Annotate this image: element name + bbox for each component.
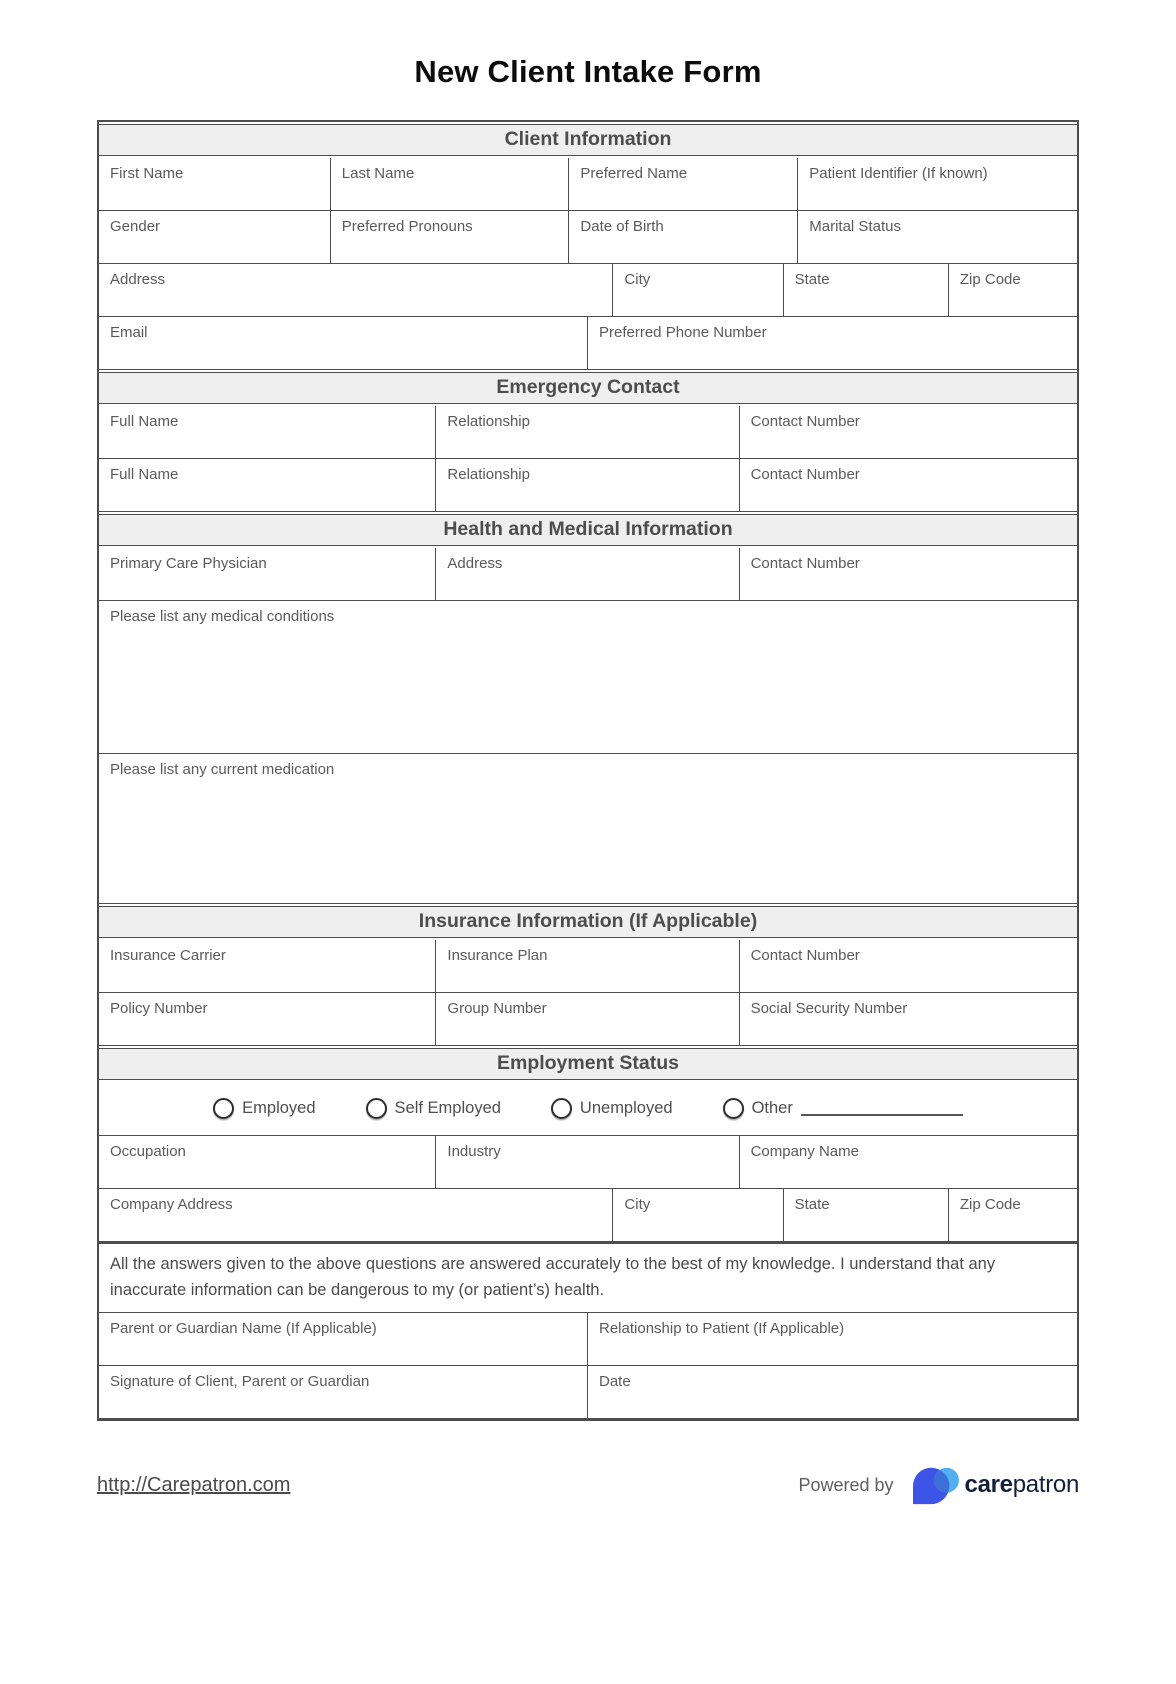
radio-self-employed-icon[interactable] xyxy=(366,1098,387,1119)
field-preferred-name[interactable]: Preferred Name xyxy=(569,158,798,210)
field-preferred-pronouns[interactable]: Preferred Pronouns xyxy=(331,211,570,263)
section-header-health-medical: Health and Medical Information xyxy=(99,514,1077,546)
brand-care: care xyxy=(964,1471,1013,1499)
radio-group-unemployed[interactable] xyxy=(551,1098,673,1119)
field-email[interactable]: Email xyxy=(99,317,588,369)
client-info-row-4 xyxy=(99,317,1077,370)
field-address[interactable]: Address xyxy=(99,264,613,316)
field-physician-contact-number[interactable]: Contact Number xyxy=(750,555,860,572)
section-header-emergency-contact: Emergency Contact xyxy=(99,372,1077,404)
carepatron-link[interactable]: http://Carepatron.com xyxy=(97,1473,291,1496)
field-company-city[interactable]: City xyxy=(613,1189,783,1241)
field-state[interactable]: State xyxy=(784,264,949,316)
employment-row-2 xyxy=(99,1189,1077,1242)
field-last-name[interactable]: Last Name xyxy=(331,158,570,210)
field-patient-identifier[interactable]: Patient Identifier (If known) xyxy=(809,165,988,182)
powered-by-group xyxy=(798,1463,1079,1507)
field-emergency-full-name-2[interactable]: Full Name xyxy=(99,459,436,511)
radio-unemployed-icon[interactable] xyxy=(551,1098,572,1119)
field-first-name[interactable]: First Name xyxy=(99,158,331,210)
brand-patron: patron xyxy=(1012,1471,1079,1499)
insurance-row-2 xyxy=(99,993,1077,1046)
field-primary-care-physician[interactable]: Primary Care Physician xyxy=(99,548,436,600)
radio-employed-icon[interactable] xyxy=(213,1098,234,1119)
guardian-row xyxy=(99,1313,1077,1366)
field-medical-conditions[interactable]: Please list any medical conditions xyxy=(110,608,335,625)
radio-other-icon[interactable] xyxy=(723,1098,744,1119)
field-emergency-full-name-1[interactable]: Full Name xyxy=(99,406,436,458)
insurance-row-1 xyxy=(99,940,1077,993)
powered-by-label: Powered by xyxy=(798,1474,894,1495)
radio-other-label: Other xyxy=(751,1099,793,1117)
field-company-state[interactable]: State xyxy=(784,1189,949,1241)
section-header-employment: Employment Status xyxy=(99,1048,1077,1080)
field-emergency-relationship-2[interactable]: Relationship xyxy=(436,459,739,511)
field-parent-guardian-name[interactable]: Parent or Guardian Name (If Applicable) xyxy=(99,1313,588,1365)
field-emergency-contact-number-1[interactable]: Contact Number xyxy=(750,413,860,430)
field-emergency-relationship-1[interactable]: Relationship xyxy=(436,406,739,458)
field-company-address[interactable]: Company Address xyxy=(99,1189,613,1241)
field-insurance-carrier[interactable]: Insurance Carrier xyxy=(99,940,436,992)
client-info-row-3 xyxy=(99,264,1077,317)
field-occupation[interactable]: Occupation xyxy=(99,1136,436,1188)
other-fill-line[interactable] xyxy=(801,1101,963,1116)
field-date-of-birth[interactable]: Date of Birth xyxy=(569,211,798,263)
field-social-security-number[interactable]: Social Security Number xyxy=(750,1000,908,1017)
field-group-number[interactable]: Group Number xyxy=(436,993,739,1045)
field-gender[interactable]: Gender xyxy=(99,211,331,263)
declaration-statement: All the answers given to the above questions are answered accurately to the best of my knowledge. I understand that any inaccurate information can be dangerous to my (or patient’s) health. xyxy=(99,1242,1077,1313)
footer xyxy=(97,1463,1079,1507)
carepatron-brand xyxy=(910,1463,1079,1507)
field-policy-number[interactable]: Policy Number xyxy=(99,993,436,1045)
intake-form-table xyxy=(97,120,1079,1421)
current-medication-row xyxy=(99,754,1077,904)
carepatron-wordmark xyxy=(965,1471,1079,1499)
employment-options-row xyxy=(99,1082,1077,1136)
radio-group-other[interactable] xyxy=(723,1098,963,1119)
client-info-row-2 xyxy=(99,211,1077,264)
section-header-client-information: Client Information xyxy=(99,124,1077,156)
field-zip-code[interactable]: Zip Code xyxy=(959,271,1021,288)
medical-conditions-row xyxy=(99,601,1077,754)
emergency-contact-row-2 xyxy=(99,459,1077,512)
signature-row xyxy=(99,1366,1077,1419)
field-company-name[interactable]: Company Name xyxy=(750,1143,859,1160)
field-insurance-contact-number[interactable]: Contact Number xyxy=(750,947,860,964)
field-marital-status[interactable]: Marital Status xyxy=(809,218,901,235)
field-insurance-plan[interactable]: Insurance Plan xyxy=(436,940,739,992)
radio-group-self-employed[interactable] xyxy=(366,1098,501,1119)
field-signature[interactable]: Signature of Client, Parent or Guardian xyxy=(99,1366,588,1418)
field-date[interactable]: Date xyxy=(599,1373,631,1391)
field-physician-address[interactable]: Address xyxy=(436,548,739,600)
employment-row-1 xyxy=(99,1136,1077,1189)
field-preferred-phone[interactable]: Preferred Phone Number xyxy=(599,324,767,341)
radio-self-employed-label: Self Employed xyxy=(394,1099,501,1117)
radio-employed-label: Employed xyxy=(242,1099,316,1117)
page-title: New Client Intake Form xyxy=(414,54,762,89)
radio-group-employed[interactable] xyxy=(213,1098,315,1119)
field-industry[interactable]: Industry xyxy=(436,1136,739,1188)
field-company-zip-code[interactable]: Zip Code xyxy=(959,1196,1021,1213)
emergency-contact-row-1 xyxy=(99,406,1077,459)
radio-unemployed-label: Unemployed xyxy=(579,1099,673,1117)
carepatron-logo-icon xyxy=(910,1463,960,1507)
health-medical-row-1 xyxy=(99,548,1077,601)
field-relationship-to-patient[interactable]: Relationship to Patient (If Applicable) xyxy=(599,1320,845,1338)
field-city[interactable]: City xyxy=(613,264,783,316)
section-header-insurance: Insurance Information (If Applicable) xyxy=(99,906,1077,938)
field-emergency-contact-number-2[interactable]: Contact Number xyxy=(750,466,860,483)
field-current-medication[interactable]: Please list any current medication xyxy=(110,761,335,778)
client-info-row-1 xyxy=(99,158,1077,211)
